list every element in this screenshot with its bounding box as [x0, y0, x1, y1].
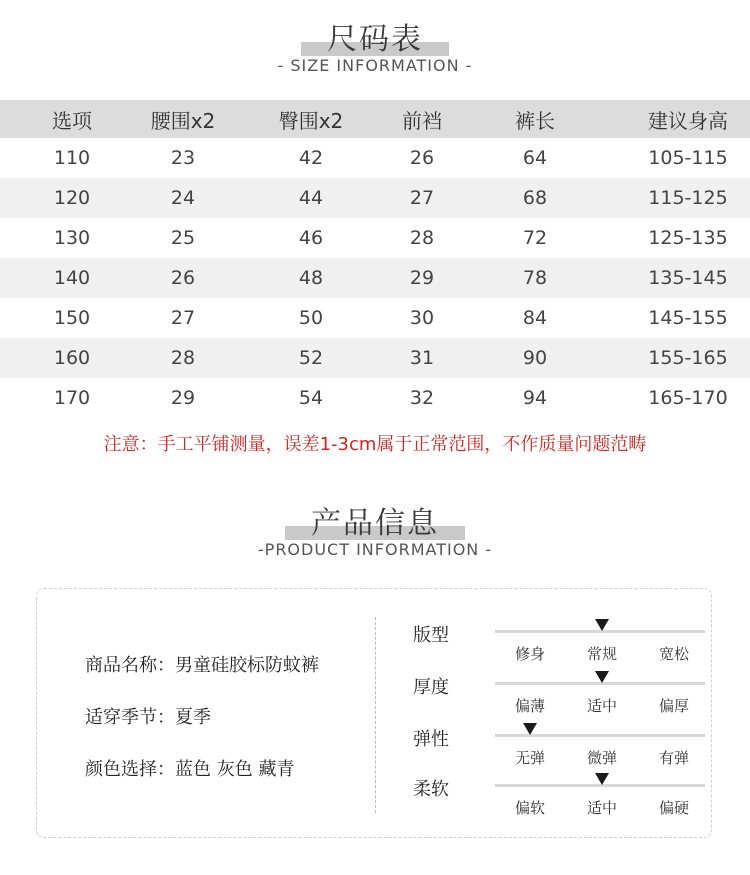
scale-option: 微弹	[586, 749, 617, 767]
attribute-scale	[413, 621, 703, 671]
vertical-divider	[375, 617, 376, 813]
selected-marker-icon	[595, 773, 609, 785]
table-cell: 125-135	[648, 227, 728, 249]
table-cell: 115-125	[648, 187, 728, 209]
attribute-label: 弹性	[413, 729, 449, 750]
table-cell: 130	[53, 227, 91, 249]
scale-option: 有弹	[658, 749, 689, 767]
size-table-header	[0, 100, 750, 138]
table-cell: 27	[409, 187, 435, 209]
table-cell: 140	[53, 267, 91, 289]
size-table	[0, 100, 750, 418]
product-info-box	[36, 588, 712, 838]
header-cell: 建议身高	[648, 108, 728, 133]
table-cell: 155-165	[648, 347, 728, 369]
table-cell: 48	[298, 267, 324, 289]
scale-option: 修身	[514, 645, 545, 663]
table-cell: 29	[409, 267, 435, 289]
table-cell: 94	[522, 387, 548, 409]
table-cell: 160	[53, 347, 91, 369]
table-cell: 31	[409, 347, 435, 369]
table-cell: 105-115	[648, 147, 728, 169]
header-cell: 臀围x2	[278, 108, 344, 133]
table-cell: 84	[522, 307, 548, 329]
selected-marker-icon	[523, 723, 537, 735]
selected-marker-icon	[595, 619, 609, 631]
attribute-scale	[413, 673, 703, 723]
product-colors: 颜色选择：蓝色 灰色 藏青	[85, 759, 295, 780]
table-cell: 23	[170, 147, 196, 169]
scale-option: 宽松	[658, 645, 689, 663]
table-cell: 52	[298, 347, 324, 369]
table-cell: 120	[53, 187, 91, 209]
table-row	[0, 298, 750, 338]
table-cell: 26	[409, 147, 435, 169]
table-cell: 28	[409, 227, 435, 249]
table-row	[0, 138, 750, 178]
product-title: 产品信息	[311, 506, 439, 541]
table-cell: 25	[170, 227, 196, 249]
scale-option: 无弹	[514, 749, 545, 767]
attribute-label: 厚度	[413, 677, 449, 698]
table-cell: 145-155	[648, 307, 728, 329]
table-cell: 44	[298, 187, 324, 209]
table-cell: 135-145	[648, 267, 728, 289]
product-season: 适穿季节：夏季	[85, 707, 211, 728]
header-cell: 选项	[52, 108, 92, 133]
table-cell: 26	[170, 267, 196, 289]
scale-option: 偏厚	[658, 697, 689, 715]
product-subtitle: -PRODUCT INFORMATION -	[257, 540, 493, 559]
table-cell: 50	[298, 307, 324, 329]
selected-marker-icon	[595, 671, 609, 683]
header-cell: 前裆	[402, 108, 442, 133]
size-table-body	[0, 138, 750, 418]
measurement-note: 注意：手工平铺测量，误差1-3cm属于正常范围，不作质量问题范畴	[103, 434, 647, 455]
product-name: 商品名称：男童硅胶标防蚊裤	[85, 655, 319, 676]
attribute-label: 版型	[413, 625, 449, 646]
table-row	[0, 218, 750, 258]
table-cell: 24	[170, 187, 196, 209]
header-cell: 腰围x2	[150, 108, 216, 133]
attribute-scale	[413, 725, 703, 775]
scale-option: 适中	[586, 697, 617, 715]
size-title-block	[0, 14, 750, 58]
table-cell: 72	[522, 227, 548, 249]
attribute-label: 柔软	[413, 779, 449, 800]
table-cell: 150	[53, 307, 91, 329]
table-cell: 42	[298, 147, 324, 169]
product-title-block	[0, 498, 750, 542]
scale-option: 适中	[586, 799, 617, 817]
table-cell: 27	[170, 307, 196, 329]
table-cell: 28	[170, 347, 196, 369]
attribute-scale	[413, 775, 703, 825]
header-cell: 裤长	[515, 108, 555, 133]
table-cell: 165-170	[648, 387, 728, 409]
table-row	[0, 338, 750, 378]
scale-option: 偏硬	[658, 799, 689, 817]
table-cell: 29	[170, 387, 196, 409]
size-subtitle: - SIZE INFORMATION -	[277, 56, 473, 75]
table-cell: 90	[522, 347, 548, 369]
table-cell: 170	[53, 387, 91, 409]
table-cell: 110	[53, 147, 91, 169]
scale-option: 偏软	[514, 799, 545, 817]
table-cell: 46	[298, 227, 324, 249]
table-cell: 32	[409, 387, 435, 409]
size-title: 尺码表	[327, 22, 423, 57]
table-cell: 30	[409, 307, 435, 329]
scale-option: 常规	[586, 645, 617, 663]
table-cell: 78	[522, 267, 548, 289]
scale-option: 偏薄	[514, 697, 545, 715]
table-cell: 64	[522, 147, 548, 169]
table-row	[0, 378, 750, 418]
table-row	[0, 258, 750, 298]
table-row	[0, 178, 750, 218]
table-cell: 68	[522, 187, 548, 209]
table-cell: 54	[298, 387, 324, 409]
